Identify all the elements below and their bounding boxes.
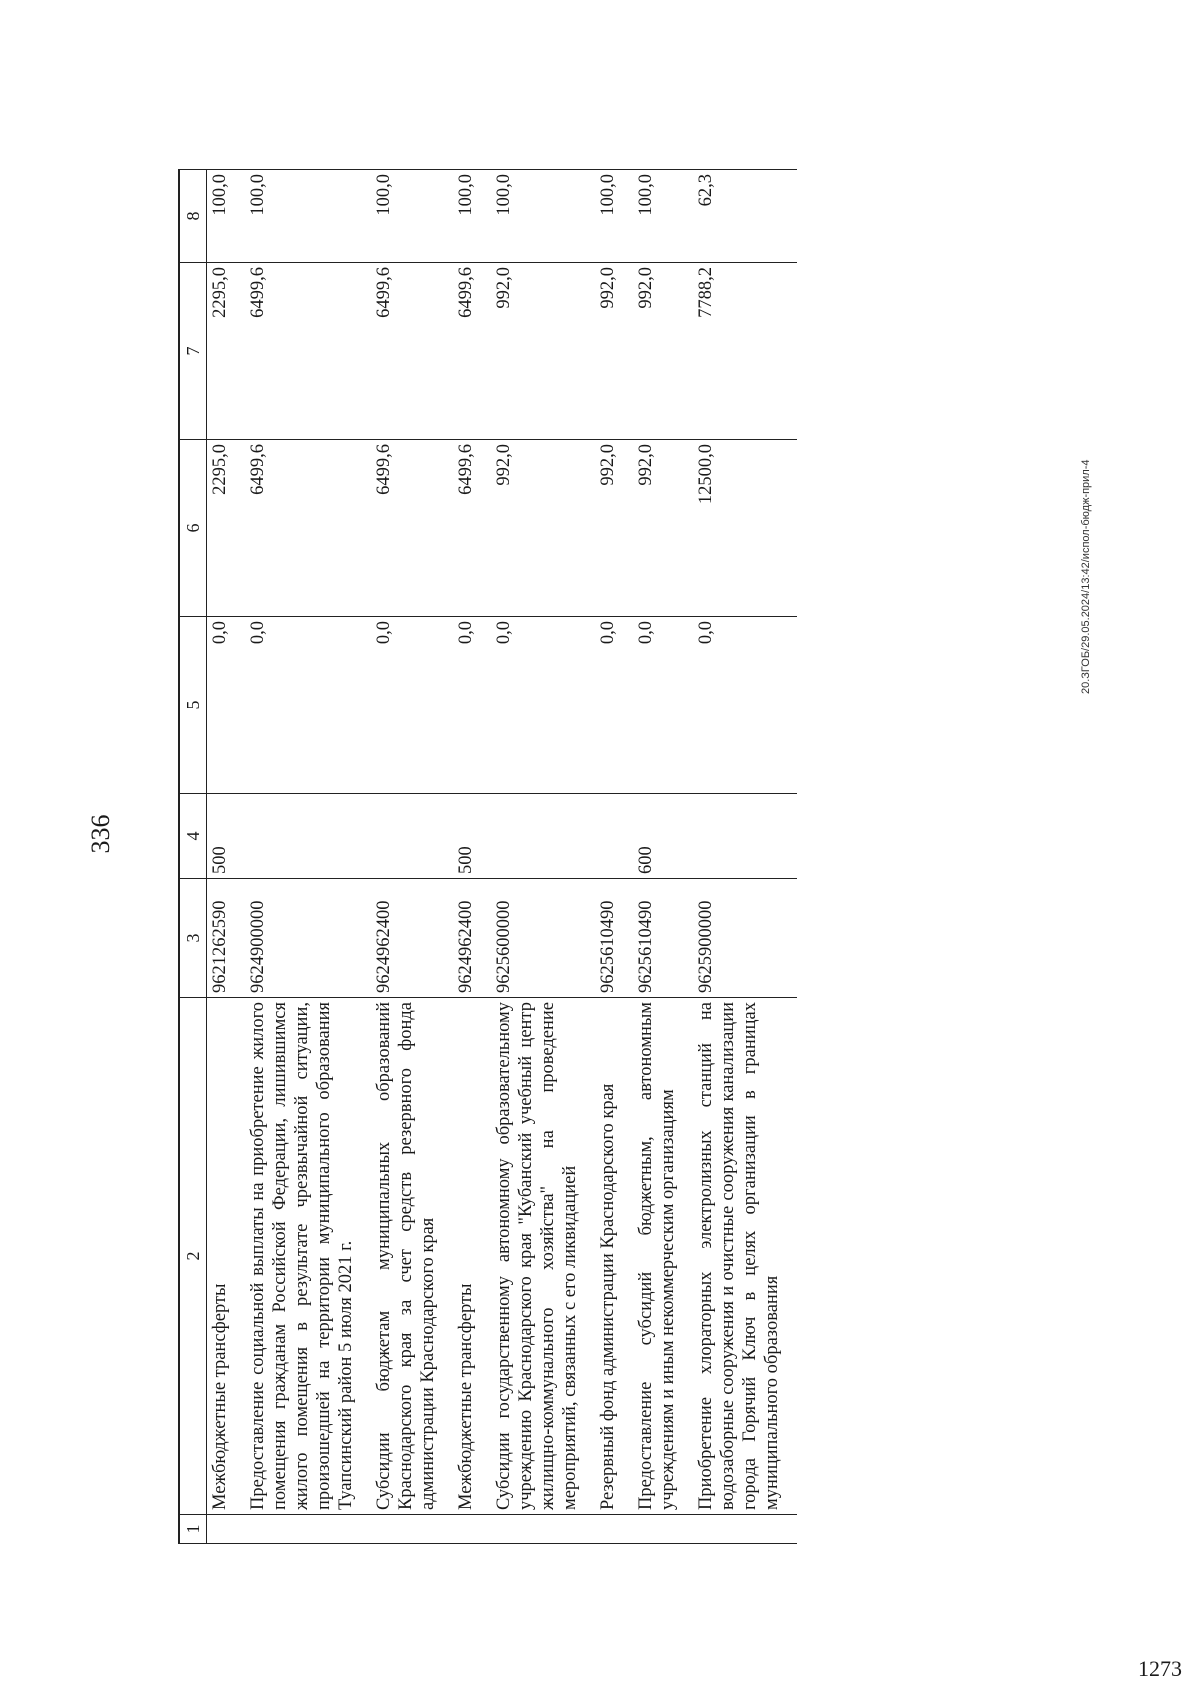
row-name: Приобретение хлораторных электролизных станций на водозаборные сооружения и очистные сооружения канализации города Горячий Ключ в целях организации в границах муниципального образования (693, 998, 797, 1515)
row-value-8: 100,0 (491, 170, 595, 263)
row-value-7: 992,0 (633, 263, 693, 440)
row-value-5: 0,0 (491, 617, 595, 794)
row-value-7: 2295,0 (207, 263, 246, 440)
row-value-6: 12500,0 (693, 440, 797, 617)
table-row (633, 170, 693, 1544)
row-value-7: 6499,6 (371, 263, 453, 440)
table-row (207, 170, 246, 1544)
row-col-1 (595, 1515, 633, 1544)
row-name: Субсидии государственному автономному образовательному учреждению Краснодарского края "Кубанский учебный центр жилищно-коммунального хозяйства" на проведение мероприятий, связанных с его ликвидацией (491, 998, 595, 1515)
header-col-3: 3 (179, 879, 207, 998)
table-row (693, 170, 797, 1544)
row-name: Субсидии бюджетам муниципальных образований Краснодарского края за счет средств резервного фонда администрации Краснодарского края (371, 998, 453, 1515)
row-value-6: 6499,6 (245, 440, 371, 617)
row-code: 9624962400 (453, 879, 491, 998)
row-value-7: 7788,2 (693, 263, 797, 440)
row-value-5: 0,0 (371, 617, 453, 794)
row-value-5: 0,0 (693, 617, 797, 794)
row-code: 9625900000 (693, 879, 797, 998)
row-type: 500 (207, 794, 246, 879)
row-type (245, 794, 371, 879)
row-value-7: 6499,6 (245, 263, 371, 440)
row-name: Межбюджетные трансферты (207, 998, 246, 1515)
header-col-2: 2 (179, 998, 207, 1515)
row-value-5: 0,0 (245, 617, 371, 794)
table-row (595, 170, 633, 1544)
table-row (371, 170, 453, 1544)
row-value-6: 6499,6 (371, 440, 453, 617)
row-col-1 (245, 1515, 371, 1544)
row-value-7: 992,0 (595, 263, 633, 440)
row-value-7: 992,0 (491, 263, 595, 440)
row-type: 600 (633, 794, 693, 879)
row-type: 500 (453, 794, 491, 879)
row-value-8: 62,3 (693, 170, 797, 263)
row-value-5: 0,0 (595, 617, 633, 794)
row-name: Резервный фонд администрации Краснодарского края (595, 998, 633, 1515)
table-row (245, 170, 371, 1544)
row-type (693, 794, 797, 879)
header-col-1: 1 (179, 1515, 207, 1544)
row-value-8: 100,0 (207, 170, 246, 263)
header-col-4: 4 (179, 794, 207, 879)
row-code: 9621262590 (207, 879, 246, 998)
row-code: 9624900000 (245, 879, 371, 998)
page-number: 336 (86, 814, 115, 854)
row-value-8: 100,0 (453, 170, 491, 263)
row-value-6: 6499,6 (453, 440, 491, 617)
row-code: 9625610490 (633, 879, 693, 998)
row-code: 9625600000 (491, 879, 595, 998)
row-col-1 (491, 1515, 595, 1544)
row-value-7: 6499,6 (453, 263, 491, 440)
row-name: Предоставление субсидий бюджетным, автономным учреждениям и иным некоммерческим организациям (633, 998, 693, 1515)
table-row (453, 170, 491, 1544)
row-col-1 (207, 1515, 246, 1544)
row-col-1 (693, 1515, 797, 1544)
budget-table (178, 169, 797, 1544)
row-code: 9625610490 (595, 879, 633, 998)
row-value-6: 2295,0 (207, 440, 246, 617)
row-col-1 (371, 1515, 453, 1544)
row-type (371, 794, 453, 879)
row-value-5: 0,0 (453, 617, 491, 794)
row-code: 9624962400 (371, 879, 453, 998)
header-col-6: 6 (179, 440, 207, 617)
footer-code: 20.ЗГОБ/29.05.2024/13:42/испол-бюдж-прил-4 (1080, 459, 1092, 694)
row-value-5: 0,0 (207, 617, 246, 794)
row-type (491, 794, 595, 879)
row-value-8: 100,0 (595, 170, 633, 263)
row-col-1 (633, 1515, 693, 1544)
row-value-6: 992,0 (633, 440, 693, 617)
row-value-8: 100,0 (371, 170, 453, 263)
table-header-row (179, 170, 207, 1544)
row-value-6: 992,0 (595, 440, 633, 617)
header-col-5: 5 (179, 617, 207, 794)
table-row (491, 170, 595, 1544)
header-col-7: 7 (179, 263, 207, 440)
row-name: Предоставление социальной выплаты на приобретение жилого помещения гражданам Российской Федерации, лишившимся жилого помещения в результате чрезвычайной ситуации, произошедшей на территории муниципального образования Туапсинский район 5 июля 2021 г. (245, 998, 371, 1515)
sheet-number: 1273 (1138, 1656, 1182, 1681)
row-type (595, 794, 633, 879)
row-value-8: 100,0 (633, 170, 693, 263)
row-value-6: 992,0 (491, 440, 595, 617)
header-col-8: 8 (179, 170, 207, 263)
row-value-8: 100,0 (245, 170, 371, 263)
row-value-5: 0,0 (633, 617, 693, 794)
row-name: Межбюджетные трансферты (453, 998, 491, 1515)
row-col-1 (453, 1515, 491, 1544)
